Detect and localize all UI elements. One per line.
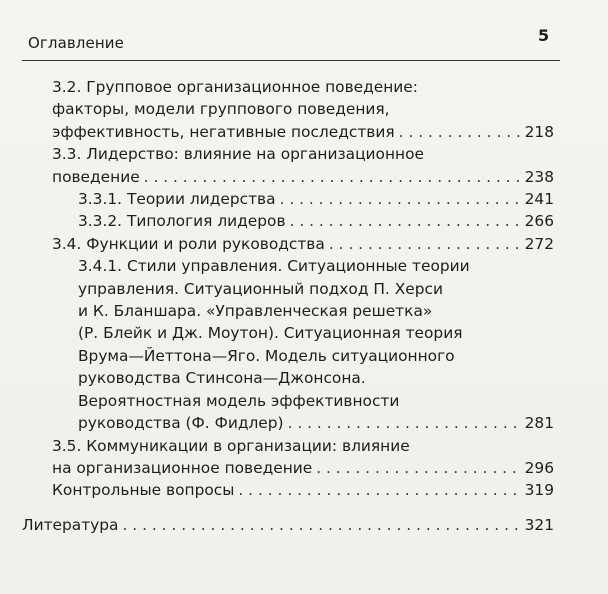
page-number: 5 bbox=[538, 26, 550, 45]
toc-text: 3.5. Коммуникации в организации: влияние bbox=[52, 436, 410, 455]
toc-text: эффективность, негативные последствия bbox=[52, 122, 395, 141]
toc-entry-3-3-1[interactable] bbox=[78, 188, 554, 210]
dot-leader bbox=[123, 514, 521, 536]
toc-page-number: 281 bbox=[524, 414, 554, 433]
dot-leader bbox=[280, 188, 521, 210]
table-of-contents bbox=[52, 76, 554, 502]
dot-leader bbox=[144, 166, 521, 188]
dot-leader bbox=[238, 479, 520, 501]
toc-page-number: 218 bbox=[524, 122, 554, 141]
toc-page-number: 296 bbox=[524, 458, 554, 477]
toc-entry-3-3-2[interactable] bbox=[78, 210, 554, 232]
toc-entry-3-5[interactable] bbox=[52, 435, 554, 480]
toc-text: 3.4. Функции и роли руководства bbox=[52, 234, 325, 253]
toc-page-number: 241 bbox=[524, 190, 554, 209]
toc-entry-3-3[interactable] bbox=[52, 143, 554, 188]
toc-page-number: 319 bbox=[524, 481, 554, 500]
dot-leader bbox=[329, 233, 521, 255]
toc-text: руководства Стинсона—Джонсона. bbox=[78, 369, 366, 388]
toc-text: на организационное поведение bbox=[52, 458, 313, 477]
toc-text: поведение bbox=[52, 167, 140, 186]
dot-leader bbox=[288, 412, 521, 434]
toc-entry-review-questions[interactable] bbox=[52, 479, 554, 501]
toc-page-number: 266 bbox=[524, 212, 554, 231]
dot-leader bbox=[316, 457, 520, 479]
toc-text: 3.3.1. Теории лидерства bbox=[78, 190, 276, 209]
toc-text: Врума—Йеттона—Яго. Модель ситуационного bbox=[78, 346, 455, 365]
toc-text: 3.4.1. Стили управления. Ситуационные теории bbox=[78, 257, 470, 276]
toc-text: управления. Ситуационный подход П. Херси bbox=[78, 279, 443, 298]
toc-page-number: 238 bbox=[524, 167, 554, 186]
header-rule bbox=[22, 60, 560, 61]
toc-entry-3-2[interactable] bbox=[52, 76, 554, 143]
toc-text: Контрольные вопросы bbox=[52, 481, 235, 500]
dot-leader bbox=[399, 121, 521, 143]
toc-page-number: 272 bbox=[524, 234, 554, 253]
toc-entry-3-4-1[interactable] bbox=[78, 255, 554, 434]
toc-text: 3.3. Лидерство: влияние на организационное bbox=[52, 145, 424, 164]
toc-text: Литература bbox=[22, 516, 119, 534]
dot-leader bbox=[290, 210, 521, 232]
toc-text: (Р. Блейк и Дж. Моутон). Ситуационная теория bbox=[78, 324, 463, 343]
toc-text: 3.2. Групповое организационное поведение: bbox=[52, 78, 418, 96]
toc-entry-3-4[interactable] bbox=[52, 233, 554, 255]
running-title: Оглавление bbox=[28, 34, 124, 52]
toc-text: руководства (Ф. Фидлер) bbox=[78, 414, 284, 433]
toc-text: и К. Бланшара. «Управленческая решетка» bbox=[78, 302, 433, 321]
toc-entry-literature[interactable] bbox=[22, 514, 554, 536]
toc-text: Вероятностная модель эффективности bbox=[78, 391, 400, 410]
toc-text: 3.3.2. Типология лидеров bbox=[78, 212, 286, 231]
toc-text: факторы, модели группового поведения, bbox=[52, 100, 390, 119]
toc-page-number: 321 bbox=[524, 516, 554, 534]
